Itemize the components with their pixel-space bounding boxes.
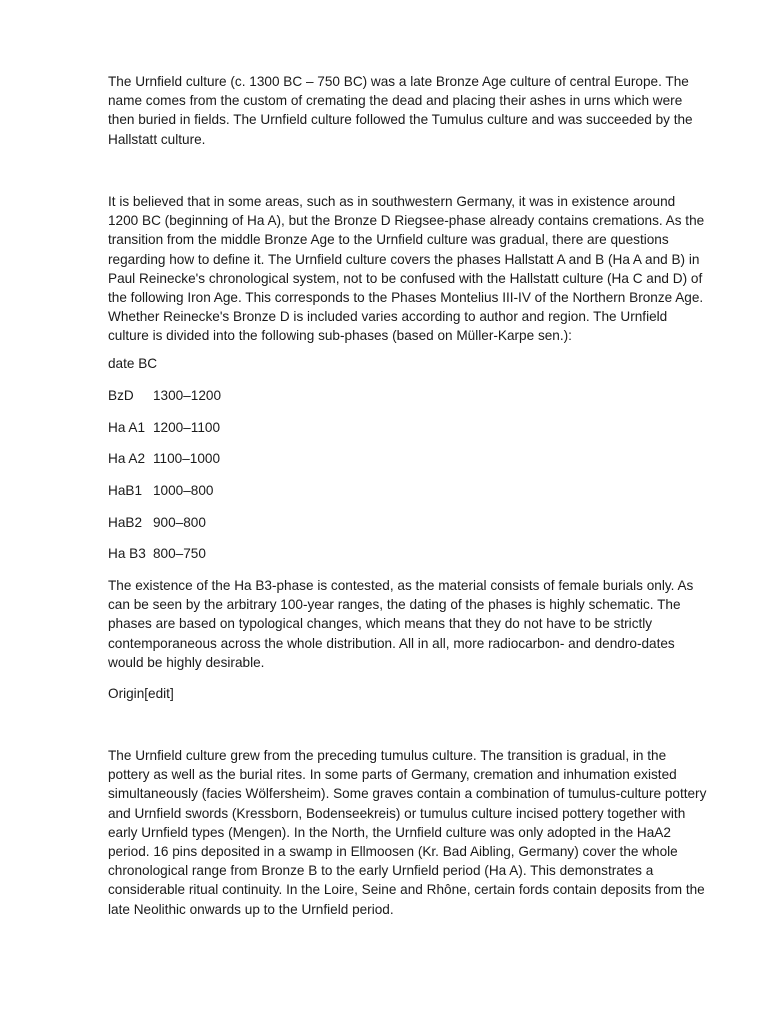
phase-code: HaB1	[108, 483, 143, 498]
phase-range: 800–750	[153, 546, 206, 561]
phase-code: Ha B3	[108, 546, 146, 561]
phase-row	[108, 418, 220, 437]
chronology-paragraph: It is believed that in some areas, such as in southwestern Germany, it was in existence around 1200 BC (beginning of Ha A), but the Bronze D Riegsee-phase already contains cremations. As the transition from the middle Bronze Age to the Urnfield culture was gradual, there are questions regarding how to define it. The Urnfield culture covers the phases Hallstatt A and B (Ha A and B) in Paul Reinecke's chronological system, not to be confused with the Hallstatt culture (Ha C and D) of the following Iron Age. This corresponds to the Phases Montelius III-IV of the Northern Bronze Age. Whether Reinecke's Bronze D is included varies according to author and region. The Urnfield culture is divided into the following sub-phases (based on Müller-Karpe sen.):	[108, 194, 705, 344]
phase-row	[108, 513, 206, 532]
date-bc-header: date BC	[108, 356, 158, 371]
phase-row	[108, 449, 220, 468]
phase-range: 900–800	[153, 515, 206, 530]
phase-row	[108, 481, 213, 500]
origin-heading: Origin[edit]	[108, 686, 174, 701]
origin-paragraph: The Urnfield culture grew from the preceding tumulus culture. The transition is gradual, in the pottery as well as the burial rites. In some parts of Germany, cremation and inhumation existed simultaneously (facies Wölfersheim). Some graves contain a combination of tumulus-culture pottery and Urnfield swords (Kressborn, Bodenseekreis) or tumulus culture incised pottery together with early Urnfield types (Mengen). In the North, the Urnfield culture was only adopted in the HaA2 period. 16 pins deposited in a swamp in Ellmoosen (Kr. Bad Aibling, Germany) cover the whole chronological range from Bronze B to the early Urnfield period (Ha A). This demonstrates a considerable ritual continuity. In the Loire, Seine and Rhône, certain fords contain deposits from the late Neolithic onwards up to the Urnfield period.	[108, 748, 707, 917]
phase-row	[108, 386, 221, 405]
phase-range: 1000–800	[153, 483, 214, 498]
phase-range: 1100–1000	[153, 451, 221, 466]
intro-paragraph: The Urnfield culture (c. 1300 BC – 750 BC) was a late Bronze Age culture of central Europe. The name comes from the custom of cremating the dead and placing their ashes in urns which were then buried in fields. The Urnfield culture followed the Tumulus culture and was succeeded by the Hallstatt culture.	[108, 74, 693, 147]
phase-code: BzD	[108, 388, 134, 403]
ha-b3-note-paragraph: The existence of the Ha B3-phase is contested, as the material consists of female burials only. As can be seen by the arbitrary 100-year ranges, the dating of the phases is highly schematic. The phases are based on typological changes, which means that they do not have to be strictly contemporaneous across the whole distribution. All in all, more radiocarbon- and dendro-dates would be highly desirable.	[108, 578, 694, 670]
phase-code: HaB2	[108, 515, 143, 530]
phase-range: 1300–1200	[153, 388, 222, 403]
phase-code: Ha A1	[108, 420, 146, 435]
phase-row	[108, 544, 206, 563]
phase-code: Ha A2	[108, 451, 146, 466]
phase-range: 1200–1100	[153, 420, 221, 435]
